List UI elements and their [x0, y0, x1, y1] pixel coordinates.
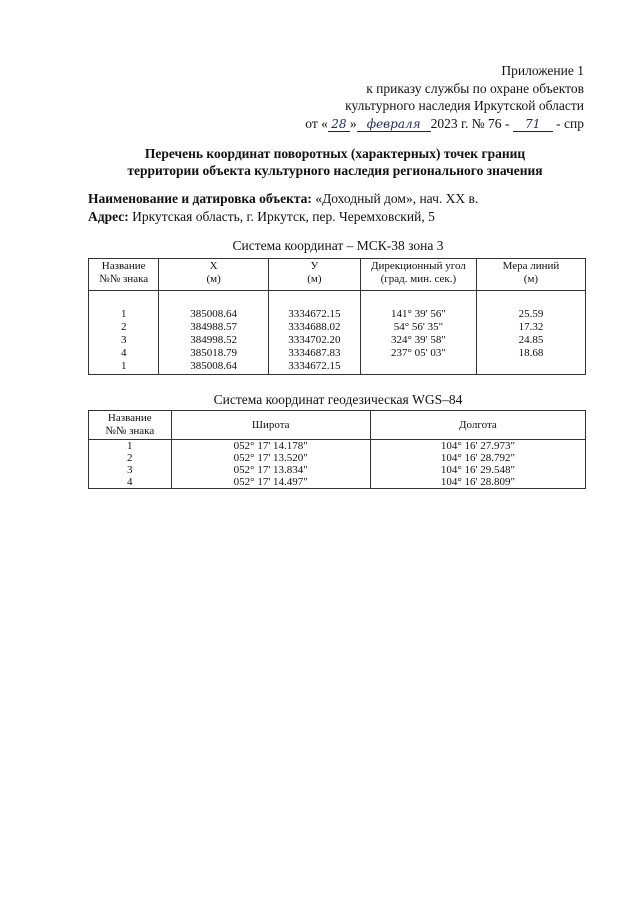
msk-spacer-row: [89, 291, 586, 309]
msk-cell-y: 3334672.15: [268, 360, 360, 375]
msk-cell-y: 3334702.20: [268, 334, 360, 347]
object-info: [88, 190, 478, 226]
wgs-cell-lon: 104° 16' 28.792": [370, 452, 585, 464]
wgs-coordinates-table: [88, 410, 586, 489]
object-address-label: Адрес:: [88, 209, 129, 224]
msk-cell-y: 3334687.83: [268, 347, 360, 360]
appendix-line-3: культурного наследия Иркутской области: [345, 98, 584, 113]
msk-header-name: [89, 259, 159, 291]
msk-cell-angle: 54° 56' 35": [360, 321, 476, 334]
wgs-cell-lat: 052° 17' 13.834": [171, 464, 370, 476]
wgs-system-title: Система координат геодезическая WGS–84: [213, 392, 463, 407]
msk-header-x-l2: (м): [206, 273, 221, 285]
wgs-cell-lon: 104° 16' 27.973": [370, 440, 585, 453]
msk-cell-length: 17.32: [476, 321, 585, 334]
wgs-cell-n: 4: [89, 476, 172, 489]
wgs-cell-lat: 052° 17' 13.520": [171, 452, 370, 464]
msk-cell-x: 385008.64: [159, 308, 269, 321]
msk-cell-y: 3334688.02: [268, 321, 360, 334]
wgs-cell-lon: 104° 16' 28.809": [370, 476, 585, 489]
msk-cell-n: 4: [89, 347, 159, 360]
order-day: 28: [328, 117, 350, 132]
msk-header-y-l1: У: [310, 260, 319, 272]
msk-cell-y: 3334672.15: [268, 308, 360, 321]
object-address-value: Иркутская область, г. Иркутск, пер. Черемховский, 5: [132, 209, 435, 224]
wgs-header-row: [89, 411, 586, 440]
order-suffix: - спр: [556, 115, 584, 131]
table-row: [89, 452, 586, 464]
appendix-header: [305, 62, 584, 132]
table-row: [89, 347, 586, 360]
table-row: [89, 321, 586, 334]
table-row: [89, 476, 586, 489]
table-row: [89, 334, 586, 347]
wgs-cell-lon: 104° 16' 29.548": [370, 464, 585, 476]
msk-header-y: [268, 259, 360, 291]
msk-header-name-l1: Название: [101, 260, 146, 272]
appendix-order-line: [305, 115, 584, 133]
msk-cell-n: 1: [89, 360, 159, 375]
wgs-header-name: [89, 411, 172, 440]
msk-cell-x: 385018.79: [159, 347, 269, 360]
appendix-line-2: к приказу службы по охране объектов: [366, 80, 584, 96]
msk-cell-n: 1: [89, 308, 159, 321]
msk-header-name-l2: №№ знака: [99, 273, 149, 285]
wgs-header-lon: Долгота: [370, 411, 585, 440]
msk-header-angle: [360, 259, 476, 291]
msk-header-length: [476, 259, 585, 291]
wgs-header-name-l2: №№ знака: [105, 425, 155, 437]
title-line-1: Перечень координат поворотных (характерных) точек границ: [144, 146, 526, 161]
msk-header-angle-l2: (град. мин. сек.): [380, 273, 457, 285]
appendix-line-1: Приложение 1: [501, 63, 584, 78]
object-name-label: Наименование и датировка объекта:: [88, 191, 312, 206]
msk-header-length-l2: (м): [523, 273, 539, 285]
order-from: от «: [305, 115, 328, 131]
order-year: 2023 г. № 76 -: [430, 115, 510, 131]
object-name-line: [88, 190, 478, 208]
wgs-header-name-l1: Название: [107, 412, 152, 424]
msk-header-x-l1: X: [209, 260, 218, 272]
msk-cell-angle: 324° 39' 58": [360, 334, 476, 347]
msk-cell-angle: 141° 39' 56": [360, 308, 476, 321]
msk-cell-x: 384988.57: [159, 321, 269, 334]
msk-header-y-l2: (м): [307, 273, 322, 285]
table-row: [89, 440, 586, 453]
msk-coordinates-table: [88, 258, 586, 375]
order-number: 71: [513, 117, 553, 132]
wgs-header-lat: Широта: [171, 411, 370, 440]
object-address-line: [88, 208, 478, 226]
table-row: [89, 464, 586, 476]
msk-cell-length: 25.59: [476, 308, 585, 321]
wgs-cell-n: 3: [89, 464, 172, 476]
msk-system-title: Система координат – МСК-38 зона 3: [232, 238, 444, 253]
order-month: февраля: [357, 117, 431, 132]
msk-cell-x: 385008.64: [159, 360, 269, 375]
wgs-cell-n: 1: [89, 440, 172, 453]
msk-cell-x: 384998.52: [159, 334, 269, 347]
wgs-cell-lat: 052° 17' 14.178": [171, 440, 370, 453]
msk-cell-angle: 237° 05' 03": [360, 347, 476, 360]
msk-cell-angle: [360, 360, 476, 375]
wgs-cell-lat: 052° 17' 14.497": [171, 476, 370, 489]
msk-cell-n: 2: [89, 321, 159, 334]
msk-cell-length: [476, 360, 585, 375]
document-title: [60, 145, 610, 179]
msk-header-x: [159, 259, 269, 291]
msk-header-angle-l1: Дирекционный угол: [371, 260, 466, 272]
title-line-2: территории объекта культурного наследия регионального значения: [127, 163, 543, 178]
table-row: [89, 308, 586, 321]
table-row: [89, 360, 586, 375]
order-quote-close: »: [349, 115, 357, 131]
msk-cell-length: 24.85: [476, 334, 585, 347]
object-name-value: «Доходный дом», нач. XX в.: [315, 191, 479, 206]
msk-header-row: [89, 259, 586, 291]
msk-cell-length: 18.68: [476, 347, 585, 360]
wgs-cell-n: 2: [89, 452, 172, 464]
msk-header-length-l1: Мера линий: [502, 260, 560, 272]
msk-cell-n: 3: [89, 334, 159, 347]
